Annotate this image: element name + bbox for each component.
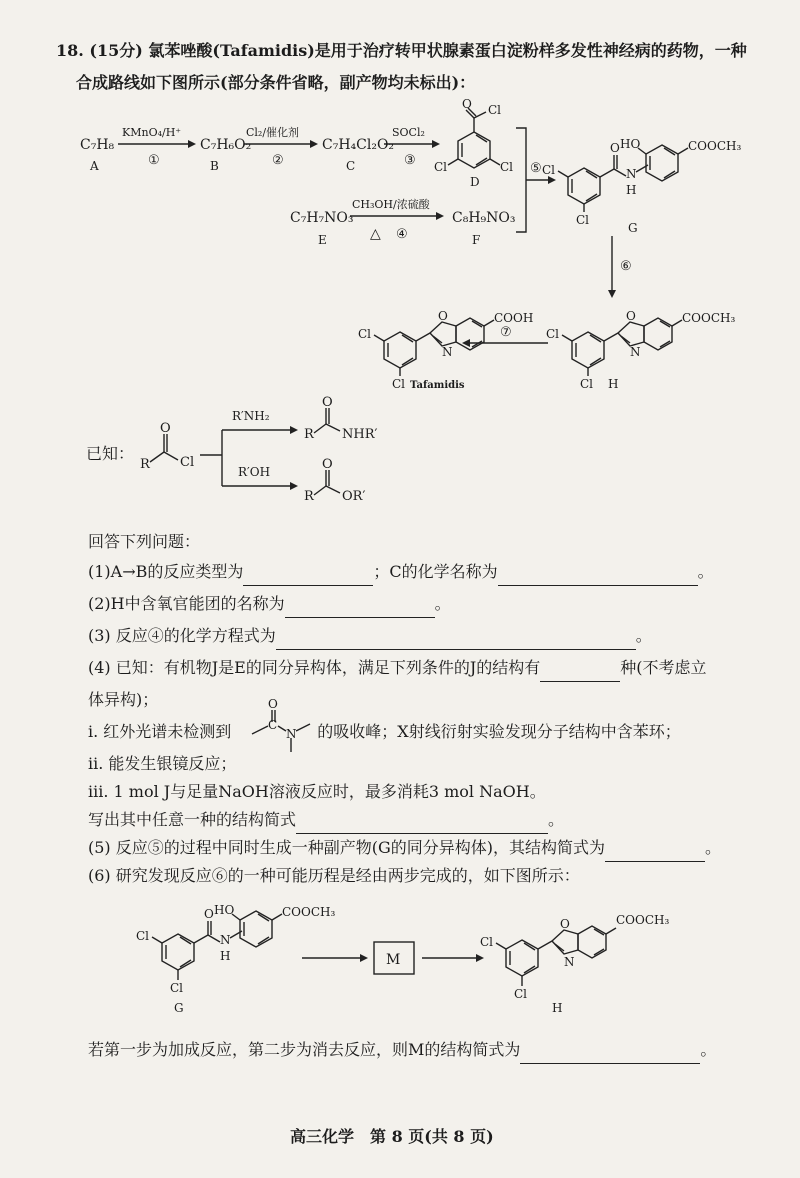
svg-text:Cl: Cl [136, 929, 150, 943]
svg-text:Cl: Cl [514, 987, 528, 1001]
questions-intro: 回答下列问题： [88, 532, 201, 551]
svg-text:COOCH₃: COOCH₃ [682, 311, 736, 325]
svg-text:Cl: Cl [576, 213, 590, 227]
compound-A: C₇H₈ [80, 137, 115, 153]
svg-text:Cl: Cl [180, 455, 195, 470]
label-G: G [628, 221, 638, 235]
answer-blank-5[interactable] [605, 843, 705, 862]
svg-text:N: N [630, 345, 641, 359]
bracket [516, 128, 526, 232]
condition-heat: △ [370, 226, 381, 242]
answer-blank-1a[interactable] [243, 567, 373, 586]
svg-text:Cl: Cl [500, 160, 514, 174]
benzene-tafamidis-left [384, 332, 416, 368]
reagent-2: Cl₂/催化剂 [246, 126, 300, 139]
svg-text:O: O [160, 421, 171, 436]
known-product-ester: OR′ [342, 489, 366, 504]
compound-C: C₇H₄Cl₂O₂ [322, 137, 395, 153]
svg-text:Cl: Cl [434, 160, 448, 174]
answer-blank-6[interactable] [520, 1045, 700, 1064]
question-4-cont: 体异构)； [88, 690, 159, 709]
question-3: (3) 反应④的化学方程式为 。 [88, 622, 652, 650]
svg-text:HO: HO [620, 137, 641, 151]
question-6: (6) 研究发现反应⑥的一种可能历程是经由两步完成的，如下图所示： [88, 866, 580, 885]
svg-text:O: O [438, 309, 448, 323]
label-D: D [470, 175, 480, 189]
question-6-final: 若第一步为加成反应，第二步为消去反应，则M的结构简式为 。 [88, 1036, 716, 1064]
svg-text:O: O [322, 395, 333, 410]
svg-text:HO: HO [214, 903, 235, 917]
svg-text:Cl: Cl [542, 163, 556, 177]
label-A: A [90, 159, 99, 173]
svg-text:COOCH₃: COOCH₃ [282, 905, 336, 919]
svg-text:Cl: Cl [170, 981, 184, 995]
svg-text:N: N [564, 955, 575, 969]
svg-text:H: H [626, 183, 637, 197]
svg-text:COOH: COOH [494, 311, 534, 325]
answer-blank-4b[interactable] [296, 815, 548, 834]
oxazole-H [618, 322, 644, 346]
svg-text:O: O [610, 141, 620, 155]
benzene-q6H-left [506, 940, 538, 976]
oxazole-tafamidis [430, 322, 456, 346]
label-H: H [608, 377, 619, 391]
question-1: (1)A→B的反应类型为 ；C的化学名称为 。 [88, 558, 714, 586]
condition-iii: iii. 1 mol J与足量NaOH溶液反应时，最多消耗3 mol NaOH。 [88, 782, 546, 801]
label-E: E [318, 233, 327, 247]
svg-text:Cl: Cl [580, 377, 594, 391]
step-4: ④ [396, 227, 408, 242]
q6-label-H: H [552, 1001, 563, 1015]
step-2: ② [272, 153, 284, 168]
oxazole-q6H [552, 930, 578, 954]
benzene-G-left [568, 168, 600, 204]
svg-text:N: N [286, 727, 297, 741]
benzene-G-right [646, 145, 678, 181]
svg-text:O: O [322, 457, 333, 472]
q6-label-G: G [174, 1001, 184, 1015]
benzene-H-right [644, 318, 672, 350]
reagent-3: SOCl₂ [392, 126, 425, 139]
condition-ii: ii. 能发生银镜反应； [88, 754, 237, 773]
answer-blank-2[interactable] [285, 599, 435, 618]
svg-text:O: O [462, 97, 472, 111]
known-reagent-alcohol: R′OH [238, 465, 271, 479]
svg-text:C: C [268, 718, 278, 732]
svg-text:N: N [220, 933, 231, 947]
step-5: ⑤ [530, 161, 542, 176]
svg-text:R: R [140, 457, 150, 472]
step-3: ③ [404, 153, 416, 168]
svg-text:COOCH₃: COOCH₃ [688, 139, 742, 153]
svg-text:O: O [560, 917, 570, 931]
page-footer: 高三化学 第 8 页(共 8 页) [290, 1127, 494, 1146]
question-header-line1: 18. (15分) 氯苯唑酸(Tafamidis)是用于治疗转甲状腺素蛋白淀粉样多发性神经病的药物，一种 [56, 41, 747, 60]
question-2: (2)H中含氧官能团的名称为 。 [88, 590, 451, 618]
svg-text:Cl: Cl [488, 103, 502, 117]
svg-text:O: O [204, 907, 214, 921]
svg-text:N: N [626, 167, 637, 181]
question-4: (4) 已知：有机物J是E的同分异构体，满足下列条件的J的结构有 种(不考虑立 [88, 654, 707, 682]
answer-blank-3[interactable] [276, 631, 636, 650]
known-label: 已知： [86, 444, 135, 463]
step-6: ⑥ [620, 259, 632, 274]
compound-B: C₇H₆O₂ [200, 137, 252, 153]
benzene-q6G-left [162, 934, 194, 970]
answer-blank-4a[interactable] [540, 663, 620, 682]
svg-text:COOCH₃: COOCH₃ [616, 913, 670, 927]
benzene-H-left [572, 332, 604, 368]
svg-text:R: R [304, 489, 314, 504]
question-4-write: 写出其中任意一种的结构简式 。 [88, 806, 564, 834]
svg-text:R: R [304, 427, 314, 442]
step-7: ⑦ [500, 325, 512, 340]
benzene-q6G-right [240, 911, 272, 947]
intermediate-M: M [386, 952, 401, 968]
compound-E: C₇H₇NO₃ [290, 210, 354, 226]
svg-text:H: H [220, 949, 231, 963]
svg-text:Cl: Cl [392, 377, 406, 391]
question-5: (5) 反应⑤的过程中同时生成一种副产物(G的同分异构体)，其结构简式为 。 [88, 834, 721, 862]
step-1: ① [148, 153, 160, 168]
benzene-q6H-right [578, 926, 606, 958]
svg-text:O: O [268, 697, 278, 711]
known-reagent-amine: R′NH₂ [232, 409, 270, 423]
label-tafamidis: Tafamidis [410, 380, 465, 391]
svg-text:Cl: Cl [358, 327, 372, 341]
svg-text:O: O [626, 309, 636, 323]
reagent-4: CH₃OH/浓硫酸 [352, 198, 430, 211]
svg-text:N: N [442, 345, 453, 359]
answer-blank-1b[interactable] [498, 567, 698, 586]
known-product-amide: NHR′ [342, 427, 378, 442]
reagent-1: KMnO₄/H⁺ [122, 126, 182, 139]
label-C: C [346, 159, 356, 173]
condition-i: i. 红外光谱未检测到 的吸收峰；X射线衍射实验发现分子结构中含苯环； [88, 722, 681, 741]
svg-text:Cl: Cl [480, 935, 494, 949]
label-F: F [472, 233, 481, 247]
label-B: B [210, 159, 219, 173]
question-header-line2: 合成路线如下图所示(部分条件省略，副产物均未标出)： [76, 73, 476, 92]
svg-text:Cl: Cl [546, 327, 560, 341]
compound-F: C₈H₉NO₃ [452, 210, 516, 226]
benzene-D [458, 132, 490, 168]
